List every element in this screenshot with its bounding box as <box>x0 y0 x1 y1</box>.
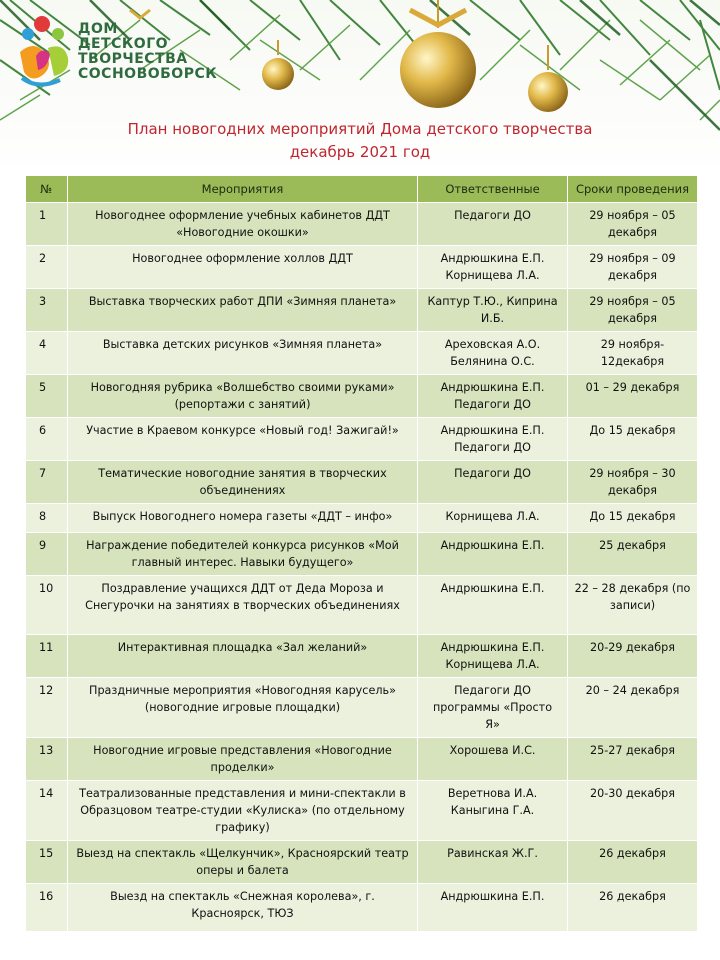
logo-text <box>78 22 217 82</box>
header-dates: Сроки проведения <box>568 176 698 203</box>
row-responsible: Андрюшкина Е.П. <box>418 533 568 576</box>
row-number: 10 <box>26 576 68 635</box>
row-responsible: Каптур Т.Ю., Киприна И.Б. <box>418 289 568 332</box>
row-event: Праздничные мероприятия «Новогодняя карусель» (новогодние игровые площадки) <box>68 678 418 738</box>
row-number: 16 <box>26 884 68 932</box>
row-number: 13 <box>26 738 68 781</box>
row-dates: 25-27 декабря <box>568 738 698 781</box>
header-number: № <box>26 176 68 203</box>
logo-line-4: СОСНОВОБОРСК <box>78 66 218 82</box>
row-number: 5 <box>26 375 68 418</box>
table-row <box>26 203 698 246</box>
row-responsible: Корнищева Л.А. <box>418 504 568 533</box>
row-number: 2 <box>26 246 68 289</box>
header-responsible: Ответственные <box>418 176 568 203</box>
table-row <box>26 738 698 781</box>
row-dates: 26 декабря <box>568 841 698 884</box>
row-responsible: Равинская Ж.Г. <box>418 841 568 884</box>
row-dates: 25 декабря <box>568 533 698 576</box>
row-event: Выезд на спектакль «Снежная королева», г. Красноярск, ТЮЗ <box>68 884 418 932</box>
row-event: Интерактивная площадка «Зал желаний» <box>68 635 418 678</box>
table-row <box>26 841 698 884</box>
row-dates: До 15 декабря <box>568 504 698 533</box>
row-event: Награждение победителей конкурса рисунков «Мой главный интерес. Навыки будущего» <box>68 533 418 576</box>
row-number: 15 <box>26 841 68 884</box>
table-row <box>26 418 698 461</box>
row-number: 1 <box>26 203 68 246</box>
row-dates: 20 – 24 декабря <box>568 678 698 738</box>
row-responsible: Андрюшкина Е.П. <box>418 884 568 932</box>
events-table <box>25 176 698 932</box>
row-dates: 22 – 28 декабря (по записи) <box>568 576 698 635</box>
table-row <box>26 289 698 332</box>
page-title <box>0 118 720 164</box>
table-row <box>26 678 698 738</box>
header-event: Мероприятия <box>68 176 418 203</box>
table-row <box>26 461 698 504</box>
row-event: Выставка творческих работ ДПИ «Зимняя планета» <box>68 289 418 332</box>
table-row <box>26 576 698 635</box>
row-responsible: Андрюшкина Е.П. Корнищева Л.А. <box>418 635 568 678</box>
row-number: 7 <box>26 461 68 504</box>
row-event: Выставка детских рисунков «Зимняя планета» <box>68 332 418 375</box>
row-number: 11 <box>26 635 68 678</box>
header-decoration <box>0 0 720 175</box>
row-responsible: Андрюшкина Е.П. Корнищева Л.А. <box>418 246 568 289</box>
row-responsible: Хорошева И.С. <box>418 738 568 781</box>
row-dates: 01 – 29 декабря <box>568 375 698 418</box>
row-event: Новогоднее оформление холлов ДДТ <box>68 246 418 289</box>
ornament-large <box>400 32 476 108</box>
table-row <box>26 781 698 841</box>
row-number: 8 <box>26 504 68 533</box>
table-row <box>26 246 698 289</box>
title-line-1: План новогодних мероприятий Дома детского творчества <box>127 120 593 138</box>
row-dates: 29 ноября – 05 декабря <box>568 289 698 332</box>
row-number: 14 <box>26 781 68 841</box>
row-event: Новогодние игровые представления «Новогодние проделки» <box>68 738 418 781</box>
table-header-row <box>26 176 698 203</box>
row-responsible: Веретнова И.А. Каныгина Г.А. <box>418 781 568 841</box>
logo <box>14 12 229 92</box>
row-event: Тематические новогодние занятия в творческих объединениях <box>68 461 418 504</box>
table-row <box>26 635 698 678</box>
row-number: 6 <box>26 418 68 461</box>
table-row <box>26 375 698 418</box>
row-number: 9 <box>26 533 68 576</box>
row-responsible: Педагоги ДО <box>418 461 568 504</box>
row-event: Новогодняя рубрика «Волшебство своими руками» (репортажи с занятий) <box>68 375 418 418</box>
row-dates: 29 ноября- 12декабря <box>568 332 698 375</box>
row-dates: 29 ноября – 30 декабря <box>568 461 698 504</box>
row-event: Новогоднее оформление учебных кабинетов ДДТ «Новогодние окошки» <box>68 203 418 246</box>
row-event: Выпуск Новогоднего номера газеты «ДДТ – инфо» <box>68 504 418 533</box>
logo-mark-icon <box>14 12 76 92</box>
logo-line-1: ДОМ <box>78 21 118 37</box>
table-row <box>26 504 698 533</box>
row-event: Поздравление учащихся ДДТ от Деда Мороза и Снегурочки на занятиях в творческих объединениях <box>68 576 418 635</box>
row-number: 4 <box>26 332 68 375</box>
row-responsible: Андрюшкина Е.П. Педагоги ДО <box>418 375 568 418</box>
row-event: Театрализованные представления и мини-спектакли в Образцовом театре-студии «Кулиска» (по отдельному графику) <box>68 781 418 841</box>
title-line-2: декабрь 2021 год <box>289 143 431 161</box>
row-number: 12 <box>26 678 68 738</box>
row-dates: 29 ноября – 09 декабря <box>568 246 698 289</box>
row-event: Выезд на спектакль «Щелкунчик», Красноярский театр оперы и балета <box>68 841 418 884</box>
row-number: 3 <box>26 289 68 332</box>
row-responsible: Педагоги ДО <box>418 203 568 246</box>
row-responsible: Андрюшкина Е.П. <box>418 576 568 635</box>
row-responsible: Андрюшкина Е.П. Педагоги ДО <box>418 418 568 461</box>
row-event: Участие в Краевом конкурсе «Новый год! Зажигай!» <box>68 418 418 461</box>
logo-line-2: ДЕТСКОГО <box>78 36 169 52</box>
row-dates: 20-30 декабря <box>568 781 698 841</box>
row-responsible: Ареховская А.О. Белянина О.С. <box>418 332 568 375</box>
table-row <box>26 332 698 375</box>
table-row <box>26 884 698 932</box>
row-dates: 20-29 декабря <box>568 635 698 678</box>
row-dates: До 15 декабря <box>568 418 698 461</box>
row-responsible: Педагоги ДО программы «Просто Я» <box>418 678 568 738</box>
logo-line-3: ТВОРЧЕСТВА <box>78 51 188 67</box>
table-row <box>26 533 698 576</box>
row-dates: 26 декабря <box>568 884 698 932</box>
row-dates: 29 ноября – 05 декабря <box>568 203 698 246</box>
